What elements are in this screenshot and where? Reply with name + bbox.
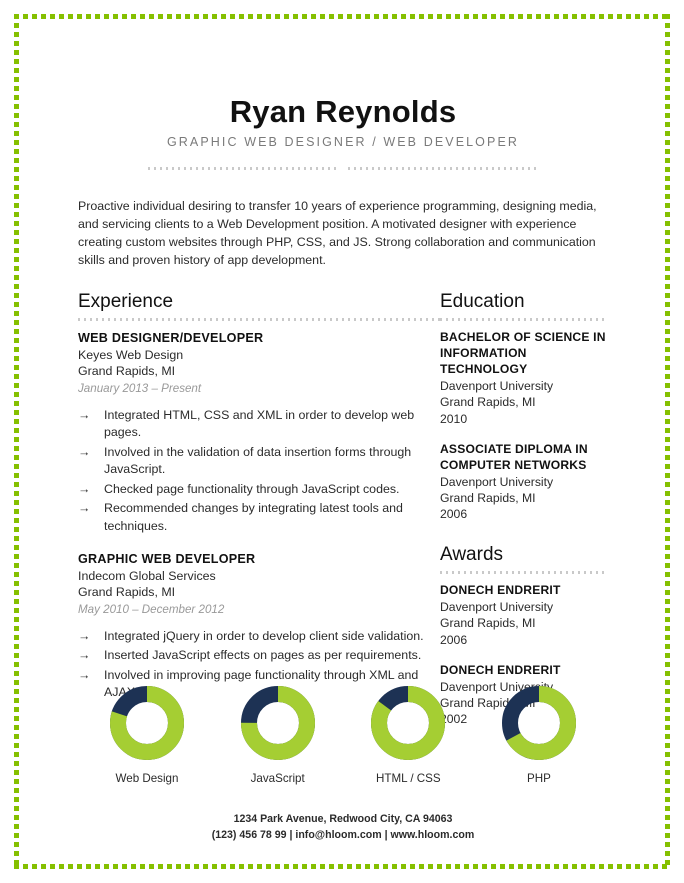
job-dates: January 2013 – Present bbox=[78, 381, 202, 395]
header-divider-segment-right bbox=[348, 167, 538, 170]
main-columns bbox=[78, 291, 608, 727]
job-bullet-text: Integrated jQuery in order to develop client side validation. bbox=[104, 628, 424, 643]
job-bullet bbox=[78, 407, 440, 442]
experience-section bbox=[78, 291, 440, 701]
skill-chart-item bbox=[223, 686, 333, 786]
award-year: 2002 bbox=[440, 712, 468, 727]
experience-item bbox=[78, 551, 440, 702]
header-divider-segment-left bbox=[148, 167, 338, 170]
education-degree: BACHELOR OF SCIENCE IN INFORMATION TECHNOLOGY bbox=[440, 330, 606, 377]
header-divider bbox=[148, 167, 538, 170]
job-bullet-text: Recommended changes by integrating latest tools and techniques. bbox=[104, 501, 403, 533]
donut-chart bbox=[110, 686, 184, 760]
job-title: GRAPHIC WEB DEVELOPER bbox=[78, 552, 256, 567]
job-bullet bbox=[78, 481, 440, 498]
education-section bbox=[440, 291, 608, 522]
education-divider bbox=[440, 318, 608, 321]
education-item bbox=[440, 442, 608, 523]
education-school: Davenport University bbox=[440, 379, 554, 394]
skill-chart-label: JavaScript bbox=[250, 772, 305, 785]
education-year: 2010 bbox=[440, 411, 468, 426]
skill-chart-item bbox=[92, 686, 202, 786]
arrow-icon: → bbox=[78, 444, 91, 459]
award-name: DONECH ENDRERIT bbox=[440, 662, 561, 677]
job-company: Indecom Global Services bbox=[78, 568, 216, 583]
education-location: Grand Rapids, MI bbox=[440, 395, 536, 410]
awards-divider bbox=[440, 571, 608, 574]
candidate-job-title: GRAPHIC WEB DESIGNER / WEB DEVELOPER bbox=[166, 134, 520, 149]
skill-chart-item bbox=[353, 686, 463, 786]
border-right bbox=[665, 14, 670, 869]
awards-heading: Awards bbox=[440, 544, 504, 566]
award-location: Grand Rapids, MI bbox=[440, 616, 536, 631]
footer-contact: (123) 456 78 99 | info@hloom.com | www.hloom.com bbox=[211, 828, 475, 841]
skill-chart-label: Web Design bbox=[115, 772, 179, 785]
skill-chart-label: PHP bbox=[527, 772, 551, 785]
award-name: DONECH ENDRERIT bbox=[440, 583, 561, 598]
arrow-icon: → bbox=[78, 648, 91, 663]
award-school: Davenport University bbox=[440, 600, 554, 615]
experience-column bbox=[78, 291, 440, 727]
award-year: 2006 bbox=[440, 632, 468, 647]
arrow-icon: → bbox=[78, 481, 91, 496]
award-school: Davenport University bbox=[440, 679, 554, 694]
resume-header bbox=[78, 0, 608, 170]
award-item bbox=[440, 583, 608, 648]
education-school: Davenport University bbox=[440, 474, 554, 489]
job-dates: May 2010 – December 2012 bbox=[78, 602, 225, 616]
border-left bbox=[14, 14, 19, 869]
award-location: Grand Rapids, MI bbox=[440, 695, 536, 710]
arrow-icon: → bbox=[78, 628, 91, 643]
candidate-name: Ryan Reynolds bbox=[229, 94, 457, 129]
contact-footer bbox=[78, 812, 608, 844]
arrow-icon: → bbox=[78, 407, 91, 422]
skill-chart-label: HTML / CSS bbox=[375, 772, 441, 785]
arrow-icon: → bbox=[78, 667, 91, 682]
donut-chart bbox=[371, 686, 445, 760]
job-bullet bbox=[78, 444, 440, 479]
resume-content bbox=[78, 0, 608, 883]
job-company: Keyes Web Design bbox=[78, 347, 184, 362]
education-degree: ASSOCIATE DIPLOMA IN COMPUTER NETWORKS bbox=[440, 441, 588, 472]
education-location: Grand Rapids, MI bbox=[440, 490, 536, 505]
donut-chart bbox=[502, 686, 576, 760]
job-bullet-text: Checked page functionality through JavaScript codes. bbox=[104, 481, 400, 496]
sidebar-column bbox=[440, 291, 608, 727]
skills-chart-group bbox=[78, 686, 608, 786]
donut-chart bbox=[241, 686, 315, 760]
experience-heading: Experience bbox=[78, 291, 174, 313]
experience-item bbox=[78, 330, 440, 535]
job-bullet bbox=[78, 500, 440, 535]
job-location: Grand Rapids, MI bbox=[78, 585, 176, 600]
skill-chart-item bbox=[484, 686, 594, 786]
job-title: WEB DESIGNER/DEVELOPER bbox=[78, 331, 264, 346]
job-bullet-text: Involved in the validation of data insertion forms through JavaScript. bbox=[104, 444, 412, 477]
job-bullet-text: Involved in improving page functionality through XML and AJAX. bbox=[104, 667, 419, 700]
arrow-icon: → bbox=[78, 501, 91, 516]
job-bullet-text: Inserted JavaScript effects on pages as per requirements. bbox=[104, 648, 422, 663]
job-bullet-list bbox=[78, 407, 440, 535]
job-bullet bbox=[78, 628, 440, 645]
footer-address: 1234 Park Avenue, Redwood City, CA 94063 bbox=[233, 813, 453, 825]
job-bullet-text: Integrated HTML, CSS and XML in order to develop web pages. bbox=[104, 407, 415, 440]
education-heading: Education bbox=[440, 291, 525, 313]
job-location: Grand Rapids, MI bbox=[78, 364, 176, 379]
job-bullet bbox=[78, 647, 440, 664]
education-year: 2006 bbox=[440, 507, 468, 522]
professional-summary: Proactive individual desiring to transfer 10 years of experience programming, designing media, and servicing clients to a Web Development position. A motivated designer with experience creating custom websites through PHP, CSS, and JS. Strong collaboration and communication skills and proven history of app development. bbox=[78, 198, 597, 268]
experience-divider bbox=[78, 318, 440, 321]
education-item bbox=[440, 330, 608, 427]
